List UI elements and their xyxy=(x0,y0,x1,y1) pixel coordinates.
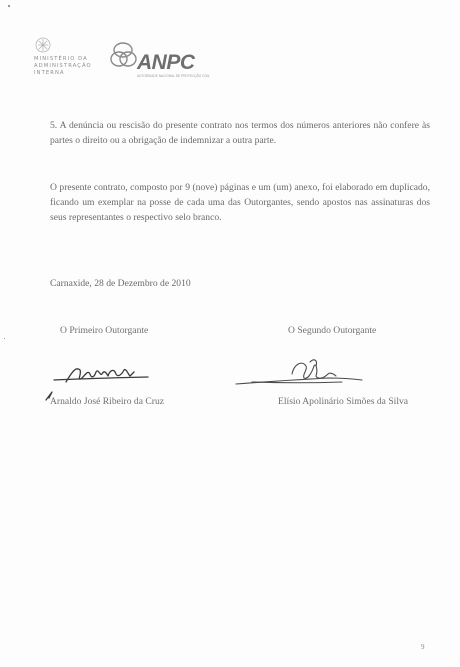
ministry-line: ADMINISTRAÇÃO xyxy=(34,63,92,69)
closing-paragraph: O presente contrato, composto por 9 (nove) páginas e um (um) anexo, foi elaborado em duplicado, ficando um exemplar na posse de cada uma das Outorgantes, sendo apostos nas assinaturas dos seus representantes o respectivo selo branco. xyxy=(50,182,430,223)
ministry-name xyxy=(34,56,92,77)
anpc-logo-text: ANPC xyxy=(137,51,195,74)
second-party-label: O Segundo Outorgante xyxy=(288,325,377,336)
anpc-logo-subtitle: AUTORIDADE NACIONAL DE PROTECÇÃO CIVIL xyxy=(137,74,210,78)
scan-speck xyxy=(4,338,5,339)
ministry-line: MINISTÉRIO DA xyxy=(34,56,88,62)
first-party-label: O Primeiro Outorgante xyxy=(60,325,149,336)
first-party-name: Arnaldo José Ribeiro da Cruz xyxy=(50,396,165,407)
page-number: 9 xyxy=(421,643,425,651)
second-party-name: Elísio Apolinário Simões da Silva xyxy=(278,396,409,407)
anpc-logo xyxy=(108,38,210,91)
scan-speck xyxy=(8,5,10,7)
ministry-line: INTERNA xyxy=(34,70,65,76)
place-date: Carnaxide, 28 de Dezembro de 2010 xyxy=(50,278,191,289)
second-party-signature xyxy=(232,352,382,397)
clause-paragraph: 5. A denúncia ou rescisão do presente contrato nos termos dos números anteriores não confere às partes o direito ou a obrigação de indemnizar a outra parte. xyxy=(50,120,430,146)
